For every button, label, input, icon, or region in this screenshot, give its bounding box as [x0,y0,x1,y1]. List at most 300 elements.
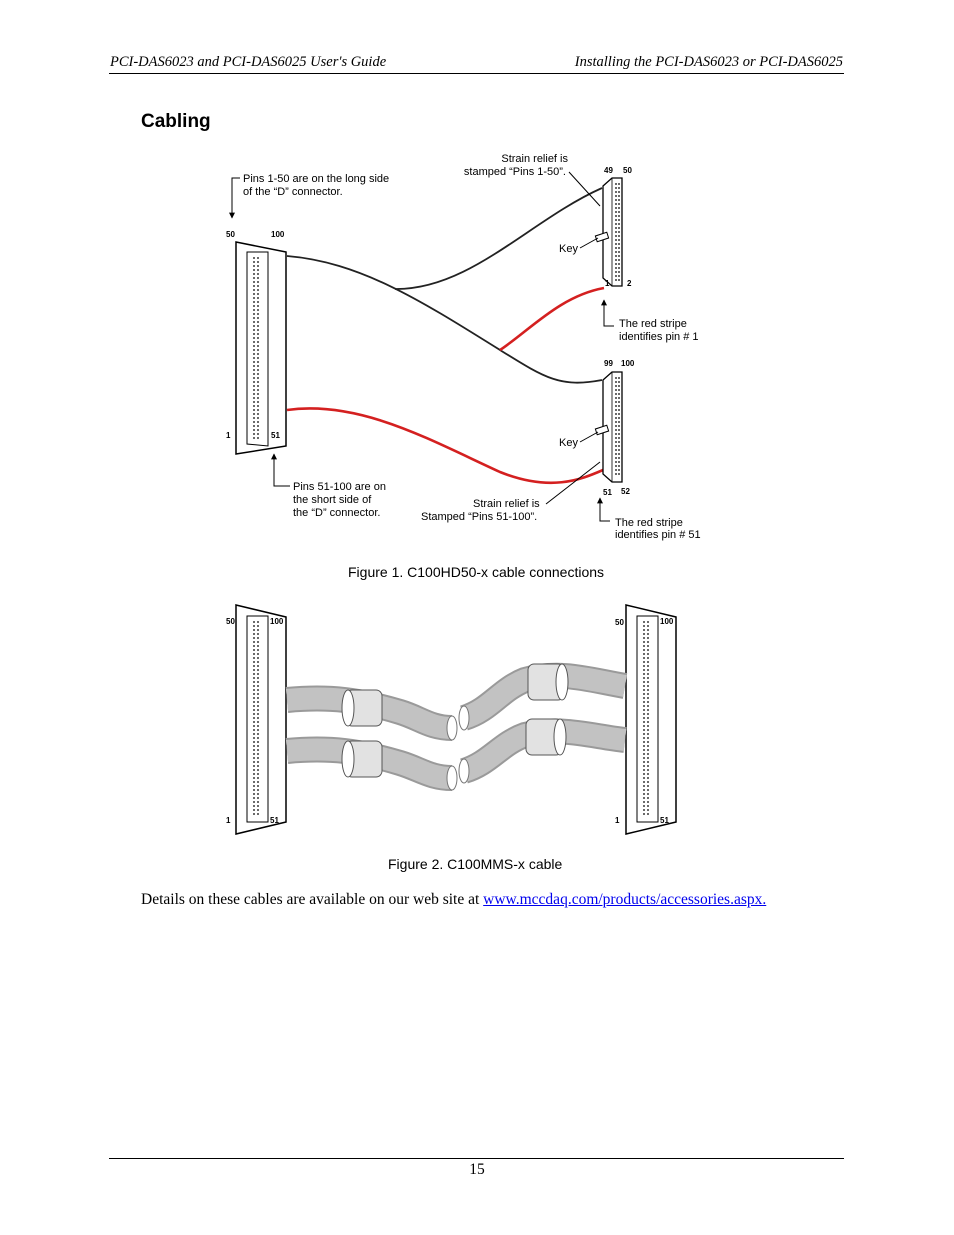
pin-label-d-1: 1 [226,431,231,440]
pin-dot [257,641,259,643]
pin-dot [253,705,255,707]
pin-dot [647,629,649,631]
pin-dot [257,713,259,715]
pin-dot [257,257,259,259]
pin-dot [253,733,255,735]
pin-dot [257,353,259,355]
pin-dot [253,653,255,655]
pin-dot [253,425,255,427]
pin-dot [618,255,620,257]
pin-dot [643,709,645,711]
pin-dot [618,421,620,423]
pin-dot [643,685,645,687]
pin-dot [615,473,617,475]
pin-dot [253,637,255,639]
pin-dot [647,625,649,627]
callout-pins-long-1: Pins 1-50 are on the long side [243,173,390,185]
pin-dot [257,289,259,291]
pin-dot [257,805,259,807]
pin-dot [615,239,617,241]
pin-dot [253,701,255,703]
pin-label-c2-52: 52 [621,487,630,496]
pin-dot [615,251,617,253]
pin-dot [257,381,259,383]
pin-dot [618,405,620,407]
pin-dot [647,725,649,727]
pin-dot [253,365,255,367]
pin-dot [257,373,259,375]
pin-dot [615,429,617,431]
pin-dot [647,681,649,683]
pin-dot [647,649,649,651]
pin-dot [615,421,617,423]
pin-dot [253,765,255,767]
pin-dot [647,685,649,687]
pin-dot [257,281,259,283]
pin-dot [257,285,259,287]
fig2-right-pin-51: 51 [660,816,669,825]
pin-dot [615,417,617,419]
fig2-left-pin-100: 100 [270,617,284,626]
pin-dot [647,789,649,791]
pin-dot [643,757,645,759]
pin-dot [643,657,645,659]
pin-dot [647,757,649,759]
pin-dot [647,657,649,659]
pin-dot [647,653,649,655]
pin-dot [618,191,620,193]
pin-dot [615,469,617,471]
cable-black-upper [395,188,602,289]
pin-dot [618,385,620,387]
callout-key-bottom: Key [559,437,578,449]
pin-dot [618,393,620,395]
pin-dot [643,729,645,731]
pin-dot [257,377,259,379]
pin-dot [257,645,259,647]
pin-dot [257,753,259,755]
pin-dot [615,243,617,245]
pin-dot [257,309,259,311]
pin-dot [647,677,649,679]
pin-dot [615,433,617,435]
figure-1-caption: Figure 1. C100HD50-x cable connections [348,564,605,580]
pin-dot [257,777,259,779]
pin-dot [615,453,617,455]
pin-dot [253,305,255,307]
pin-dot [615,207,617,209]
pin-dot [618,397,620,399]
pin-dot [253,709,255,711]
d-connector-large [236,242,286,454]
pin-dot [253,289,255,291]
pin-dot [257,321,259,323]
pin-label-c1-2: 2 [627,279,632,288]
pin-dot [257,365,259,367]
callout-pins-short-1: Pins 51-100 are on [293,481,386,493]
pin-dot [615,405,617,407]
pin-dot [618,211,620,213]
pin-dot [253,281,255,283]
pin-dot [257,349,259,351]
pin-dot [643,813,645,815]
pin-dot [647,777,649,779]
pin-dot [647,673,649,675]
pin-dot [253,293,255,295]
pin-dot [253,749,255,751]
pin-dot [615,195,617,197]
pin-dot [257,689,259,691]
pin-dot [615,203,617,205]
pin-dot [618,441,620,443]
pin-dot [257,781,259,783]
pin-dot [647,745,649,747]
pin-dot [253,309,255,311]
pin-dot [257,681,259,683]
details-paragraph [141,891,766,909]
pin-dot [257,709,259,711]
pin-dot [253,801,255,803]
pin-dot [618,263,620,265]
pin-dot [253,385,255,387]
pin-dot [647,689,649,691]
pin-dot [643,741,645,743]
pin-dot [253,325,255,327]
pin-dot [615,223,617,225]
pin-dot [253,757,255,759]
pin-dot [257,413,259,415]
pin-dot [615,187,617,189]
pin-dot [253,629,255,631]
pin-dot [253,741,255,743]
pin-dot [253,429,255,431]
pin-dot [253,689,255,691]
pin-dot [647,813,649,815]
pin-dot [253,809,255,811]
pin-dot [643,769,645,771]
pin-dot [618,195,620,197]
pin-dot [253,417,255,419]
pin-dot [257,745,259,747]
pin-dot [253,641,255,643]
pin-dot [615,211,617,213]
pin-dot [253,753,255,755]
pin-dot [253,797,255,799]
pin-label-d-50: 50 [226,230,235,239]
pin-dot [647,641,649,643]
pin-dot [257,717,259,719]
pin-dot [618,231,620,233]
pin-dot [257,785,259,787]
pin-dot [257,297,259,299]
pin-dot [253,361,255,363]
pin-dot [253,357,255,359]
pin-dot [257,333,259,335]
section-title: Cabling [141,111,211,132]
pin-dot [647,737,649,739]
pin-dot [257,437,259,439]
pin-dot [643,733,645,735]
pin-dot [253,717,255,719]
pin-dot [643,717,645,719]
pin-dot [647,805,649,807]
callout-strain-bottom-1: Strain relief is [473,498,540,510]
pin-dot [615,275,617,277]
pin-dot [253,805,255,807]
pin-dot [615,389,617,391]
pin-dot [618,473,620,475]
pin-dot [253,433,255,435]
pin-dot [257,393,259,395]
pin-dot [257,329,259,331]
pin-dot [618,401,620,403]
pin-dot [618,381,620,383]
pin-dot [618,271,620,273]
pin-dot [615,267,617,269]
pin-dot [615,183,617,185]
pin-label-c1-49: 49 [604,166,613,175]
pin-dot [253,773,255,775]
pin-dot [253,661,255,663]
pin-dot [647,761,649,763]
pin-dot [253,313,255,315]
pin-dot [257,397,259,399]
pin-dot [257,653,259,655]
pin-dot [618,275,620,277]
pin-dot [253,697,255,699]
pin-dot [257,409,259,411]
pin-dot [618,187,620,189]
pin-dot [615,199,617,201]
pin-dot [253,669,255,671]
pin-dot [257,433,259,435]
pin-label-d-100: 100 [271,230,285,239]
pin-dot [253,301,255,303]
pin-dot [615,247,617,249]
pin-dot [647,709,649,711]
pin-dot [257,741,259,743]
pin-dot [257,265,259,267]
pin-dot [643,745,645,747]
pin-label-c1-50: 50 [623,166,632,175]
figure-2-diagram [236,605,676,834]
pin-dot [257,769,259,771]
pin-dot [643,737,645,739]
pin-dot [253,269,255,271]
pin-dot [257,677,259,679]
pin-dot [647,661,649,663]
pin-dot [257,261,259,263]
pin-dot [253,777,255,779]
callout-key-top: Key [559,243,578,255]
pin-dot [618,461,620,463]
pin-dot [643,701,645,703]
pin-dot [615,465,617,467]
pin-dot [615,401,617,403]
pin-dot [618,235,620,237]
pin-dot [643,673,645,675]
pin-dot [257,341,259,343]
pin-dot [253,265,255,267]
pin-dot [257,665,259,667]
pin-dot [618,433,620,435]
pin-dot [647,633,649,635]
pin-dot [257,773,259,775]
pin-dot [643,693,645,695]
pin-dot [257,637,259,639]
pin-dot [643,753,645,755]
pin-dot [253,317,255,319]
pin-dot [253,685,255,687]
accessories-link[interactable]: www.mccdaq.com/products/accessories.aspx. [483,891,767,908]
pin-dot [257,733,259,735]
pin-dot [253,397,255,399]
callout-pins-short-2: the short side of [293,494,372,506]
left-cable-pair [287,690,457,790]
pin-dot [618,183,620,185]
pin-dot [253,353,255,355]
pin-dot [618,457,620,459]
pin-dot [647,705,649,707]
pin-dot [253,793,255,795]
pin-dot [253,729,255,731]
pin-dot [647,693,649,695]
pin-dot [647,741,649,743]
pin-dot [643,721,645,723]
pin-dot [647,749,649,751]
pin-dot [257,357,259,359]
pin-dot [647,797,649,799]
pin-dot [615,413,617,415]
pin-dot [257,669,259,671]
pin-dot [618,279,620,281]
pin-dot [253,781,255,783]
pin-dot [647,717,649,719]
pin-dot [257,749,259,751]
pin-dot [257,429,259,431]
pin-dot [615,279,617,281]
pin-dot [253,737,255,739]
pin-dot [253,345,255,347]
page-number: 15 [469,1161,485,1178]
header-left-title: PCI-DAS6023 and PCI-DAS6025 User's Guide [110,54,387,70]
pin-dot [643,669,645,671]
pin-dot [643,713,645,715]
pin-dot [257,801,259,803]
pin-dot [643,809,645,811]
pin-dot [618,437,620,439]
pin-dot [257,729,259,731]
pin-dot [615,191,617,193]
pin-dot [257,317,259,319]
pin-dot [257,697,259,699]
pin-dot [615,263,617,265]
fig2-right-pin-50: 50 [615,618,624,627]
pin-dot [643,653,645,655]
pin-dot [618,259,620,261]
pin-dot [643,645,645,647]
pin-label-c1-1: 1 [605,279,610,288]
pin-dot [647,765,649,767]
pin-dot [647,645,649,647]
pin-dot [257,273,259,275]
pin-dot [257,269,259,271]
callout-red-stripe-51-line2: identifies pin # 51 [615,529,701,541]
callout-pins-short-3: the “D” connector. [293,507,381,519]
pin-dot [643,621,645,623]
pin-dot [615,259,617,261]
idc-connector-pins-1-50 [595,178,622,286]
pin-dot [643,777,645,779]
pin-label-c2-99: 99 [604,359,613,368]
callout-pins-long-2: of the “D” connector. [243,186,343,198]
pin-dot [647,701,649,703]
pin-dot [253,421,255,423]
pin-dot [643,697,645,699]
pin-dot [253,657,255,659]
pin-dot [253,401,255,403]
pin-dot [257,813,259,815]
pin-dot [615,445,617,447]
pin-dot [253,389,255,391]
pin-dot [615,215,617,217]
pin-dot [253,257,255,259]
pin-dot [643,773,645,775]
pin-dot [643,797,645,799]
pin-dot [257,361,259,363]
pin-dot [647,809,649,811]
pin-dot [643,761,645,763]
pin-dot [257,345,259,347]
fig2-left-pin-51: 51 [270,816,279,825]
pin-dot [253,373,255,375]
pin-dot [257,337,259,339]
pin-dot [253,277,255,279]
pin-dot [643,789,645,791]
pin-dot [615,377,617,379]
pin-dot [643,633,645,635]
pin-dot [618,465,620,467]
cable-black-lower [287,256,602,383]
pin-dot [257,797,259,799]
pin-dot [257,661,259,663]
pin-dot [618,251,620,253]
pin-dot [257,793,259,795]
pin-dot [618,247,620,249]
pin-dot [647,637,649,639]
pin-dot [615,235,617,237]
pin-dot [253,369,255,371]
callout-strain-top-2: stamped “Pins 1-50”. [463,166,566,178]
pin-dot [253,681,255,683]
pin-dot [257,389,259,391]
pin-dot [618,413,620,415]
pin-dot [618,377,620,379]
pin-dot [257,301,259,303]
pin-dot [615,393,617,395]
pin-dot [615,449,617,451]
fig2-right-pin-100: 100 [660,617,674,626]
pin-dot [253,321,255,323]
pin-dot [257,401,259,403]
pin-dot [618,445,620,447]
pin-dot [253,297,255,299]
pin-dot [647,621,649,623]
pin-dot [643,665,645,667]
pin-dot [257,629,259,631]
pin-dot [647,669,649,671]
pin-dot [615,231,617,233]
